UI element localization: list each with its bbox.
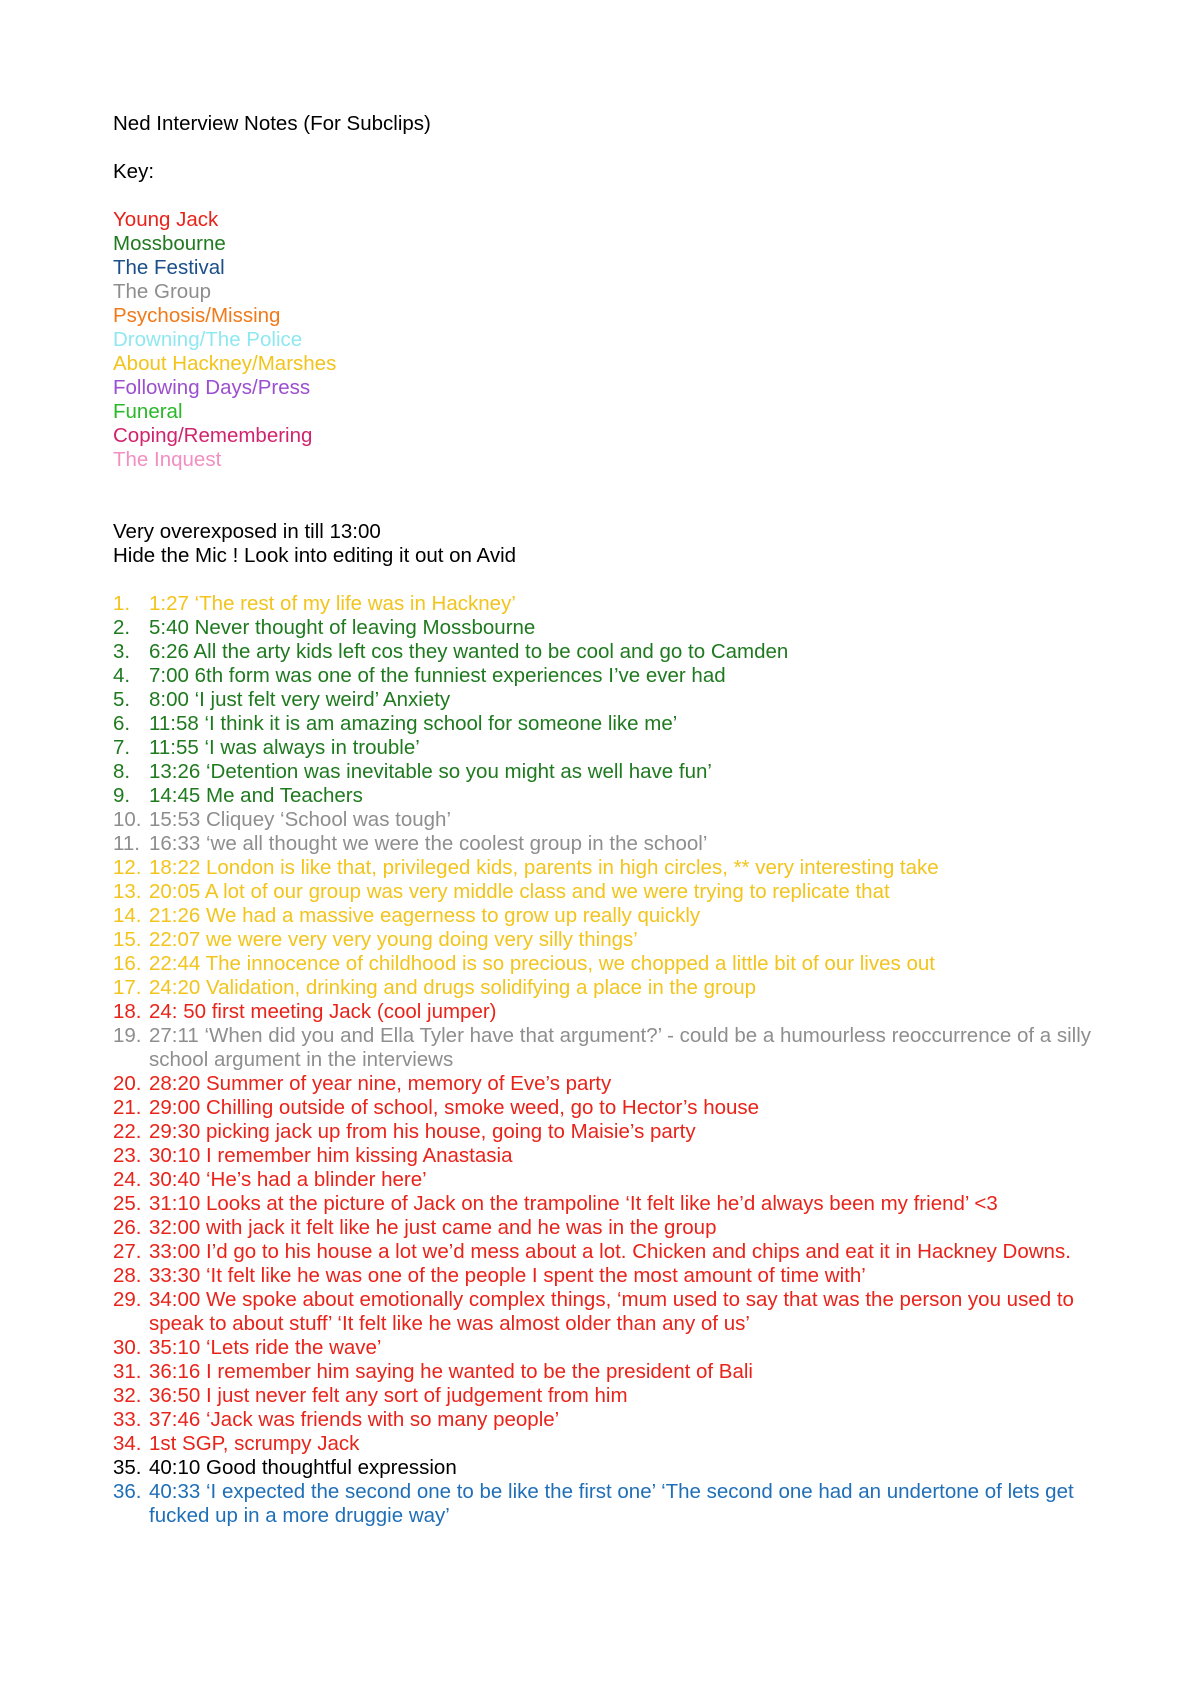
clip-entry (113, 736, 1113, 760)
entry-number: 25. (113, 1192, 142, 1215)
key-item: Psychosis/Missing (113, 304, 281, 327)
entry-text: 7:00 6th form was one of the funniest experiences I’ve ever had (149, 664, 726, 687)
note-line: Very overexposed in till 13:00 (113, 520, 381, 543)
entry-text: 13:26 ‘Detention was inevitable so you might as well have fun’ (149, 760, 712, 783)
clip-entry (113, 1432, 1113, 1456)
key-heading: Key: (113, 160, 155, 183)
clip-entry (113, 1072, 1113, 1096)
clip-entry (113, 1216, 1113, 1240)
clip-entry (113, 1000, 1113, 1024)
entry-number: 13. (113, 880, 142, 903)
entry-text: 5:40 Never thought of leaving Mossbourne (149, 616, 536, 639)
clip-entry (113, 1144, 1113, 1168)
key-item: Drowning/The Police (113, 328, 303, 351)
clip-entry (113, 976, 1113, 1000)
entry-number: 7. (113, 736, 131, 759)
entry-text: 30:40 ‘He’s had a blinder here’ (149, 1168, 427, 1191)
key-item: The Inquest (113, 448, 222, 471)
clip-entry (113, 832, 1113, 856)
key-item: The Group (113, 280, 211, 303)
entry-number: 16. (113, 952, 142, 975)
entry-number: 19. (113, 1024, 142, 1047)
entry-text: 16:33 ‘we all thought we were the coolest group in the school’ (149, 832, 708, 855)
entry-number: 32. (113, 1384, 142, 1407)
entry-text: 14:45 Me and Teachers (149, 784, 363, 807)
key-item: Coping/Remembering (113, 424, 313, 447)
entry-text: 15:53 Cliquey ‘School was tough’ (149, 808, 451, 831)
key-item: The Festival (113, 256, 225, 279)
notes-block (113, 520, 1113, 568)
entry-number: 11. (113, 832, 140, 855)
entry-text: 35:10 ‘Lets ride the wave’ (149, 1336, 382, 1359)
document-title: Ned Interview Notes (For Subclips) (113, 112, 431, 135)
key-item: Following Days/Press (113, 376, 311, 399)
entry-text: 36:16 I remember him saying he wanted to be the president of Bali (149, 1360, 753, 1383)
entry-number: 33. (113, 1408, 142, 1431)
clip-entry (113, 904, 1113, 928)
entry-number: 4. (113, 664, 131, 687)
entry-text: 40:33 ‘I expected the second one to be like the first one’ ‘The second one had an undertone of lets get fucked up in a more druggie way’ (149, 1480, 1074, 1527)
entry-text: 11:58 ‘I think it is am amazing school for someone like me’ (149, 712, 678, 735)
clip-entry (113, 1024, 1113, 1072)
clip-entry (113, 616, 1113, 640)
entry-text: 8:00 ‘I just felt very weird’ Anxiety (149, 688, 451, 711)
clip-entry (113, 1360, 1113, 1384)
entry-number: 8. (113, 760, 131, 783)
document-content (113, 112, 1113, 1528)
note-line: Hide the Mic ! Look into editing it out on Avid (113, 544, 517, 567)
entry-number: 36. (113, 1480, 142, 1503)
clip-entry (113, 1192, 1113, 1216)
clip-entries-list (113, 592, 1113, 1528)
clip-entry (113, 952, 1113, 976)
entry-text: 20:05 A lot of our group was very middle class and we were trying to replicate that (149, 880, 890, 903)
entry-number: 23. (113, 1144, 142, 1167)
entry-number: 5. (113, 688, 131, 711)
entry-text: 18:22 London is like that, privileged kids, parents in high circles, ** very interesting take (149, 856, 939, 879)
clip-entry (113, 664, 1113, 688)
entry-text: 29:00 Chilling outside of school, smoke weed, go to Hector’s house (149, 1096, 760, 1119)
entry-number: 28. (113, 1264, 142, 1287)
entry-number: 27. (113, 1240, 142, 1263)
clip-entry (113, 1168, 1113, 1192)
entry-number: 15. (113, 928, 142, 951)
entry-text: 31:10 Looks at the picture of Jack on the trampoline ‘It felt like he’d always been my friend’ <3 (149, 1192, 998, 1215)
entry-text: 33:00 I’d go to his house a lot we’d mess about a lot. Chicken and chips and eat it in Hackney Downs. (149, 1240, 1071, 1263)
entry-text: 1:27 ‘The rest of my life was in Hackney’ (149, 592, 516, 615)
entry-number: 18. (113, 1000, 142, 1023)
entry-number: 2. (113, 616, 131, 639)
clip-entry (113, 688, 1113, 712)
entry-text: 6:26 All the arty kids left cos they wanted to be cool and go to Camden (149, 640, 789, 663)
entry-text: 1st SGP, scrumpy Jack (149, 1432, 360, 1455)
clip-entry (113, 1264, 1113, 1288)
entry-text: 22:07 we were very very young doing very silly things’ (149, 928, 638, 951)
entry-number: 1. (113, 592, 131, 615)
entry-text: 24: 50 first meeting Jack (cool jumper) (149, 1000, 497, 1023)
clip-entry (113, 640, 1113, 664)
clip-entry (113, 856, 1113, 880)
entry-number: 21. (113, 1096, 142, 1119)
color-key-list (113, 208, 1113, 472)
entry-text: 36:50 I just never felt any sort of judgement from him (149, 1384, 628, 1407)
entry-number: 34. (113, 1432, 142, 1455)
entry-number: 6. (113, 712, 131, 735)
clip-entry (113, 928, 1113, 952)
entry-text: 34:00 We spoke about emotionally complex things, ‘mum used to say that was the person you used to speak to about stuff’ ‘It felt like he was almost older than any of us’ (149, 1288, 1074, 1335)
entry-number: 10. (113, 808, 142, 831)
clip-entry (113, 1456, 1113, 1480)
clip-entry (113, 1336, 1113, 1360)
entry-text: 21:26 We had a massive eagerness to grow up really quickly (149, 904, 701, 927)
entry-number: 14. (113, 904, 142, 927)
clip-entry (113, 592, 1113, 616)
entry-text: 27:11 ‘When did you and Ella Tyler have that argument?’ - could be a humourless reoccurrence of a silly school argument in the interviews (149, 1024, 1091, 1071)
entry-text: 33:30 ‘It felt like he was one of the people I spent the most amount of time with’ (149, 1264, 866, 1287)
entry-text: 11:55 ‘I was always in trouble’ (149, 736, 420, 759)
entry-number: 30. (113, 1336, 142, 1359)
entry-text: 24:20 Validation, drinking and drugs solidifying a place in the group (149, 976, 757, 999)
entry-text: 40:10 Good thoughtful expression (149, 1456, 457, 1479)
clip-entry (113, 1240, 1113, 1264)
entry-number: 26. (113, 1216, 142, 1239)
entry-number: 12. (113, 856, 142, 879)
entry-number: 20. (113, 1072, 142, 1095)
clip-entry (113, 1408, 1113, 1432)
entry-text: 29:30 picking jack up from his house, going to Maisie’s party (149, 1120, 696, 1143)
key-item: About Hackney/Marshes (113, 352, 337, 375)
entry-text: 37:46 ‘Jack was friends with so many people’ (149, 1408, 560, 1431)
entry-number: 17. (113, 976, 142, 999)
entry-text: 22:44 The innocence of childhood is so precious, we chopped a little bit of our lives out (149, 952, 935, 975)
clip-entry (113, 1480, 1113, 1528)
entry-number: 3. (113, 640, 131, 663)
entry-number: 29. (113, 1288, 142, 1311)
key-item: Mossbourne (113, 232, 226, 255)
clip-entry (113, 1288, 1113, 1336)
clip-entry (113, 880, 1113, 904)
clip-entry (113, 1096, 1113, 1120)
entry-number: 9. (113, 784, 131, 807)
key-item: Funeral (113, 400, 183, 423)
key-item: Young Jack (113, 208, 219, 231)
clip-entry (113, 808, 1113, 832)
entry-number: 35. (113, 1456, 142, 1479)
clip-entry (113, 1384, 1113, 1408)
entry-text: 30:10 I remember him kissing Anastasia (149, 1144, 513, 1167)
clip-entry (113, 784, 1113, 808)
clip-entry (113, 712, 1113, 736)
clip-entry (113, 1120, 1113, 1144)
entry-text: 32:00 with jack it felt like he just came and he was in the group (149, 1216, 717, 1239)
entry-text: 28:20 Summer of year nine, memory of Eve’s party (149, 1072, 612, 1095)
entry-number: 24. (113, 1168, 142, 1191)
entry-number: 22. (113, 1120, 142, 1143)
entry-number: 31. (113, 1360, 142, 1383)
clip-entry (113, 760, 1113, 784)
